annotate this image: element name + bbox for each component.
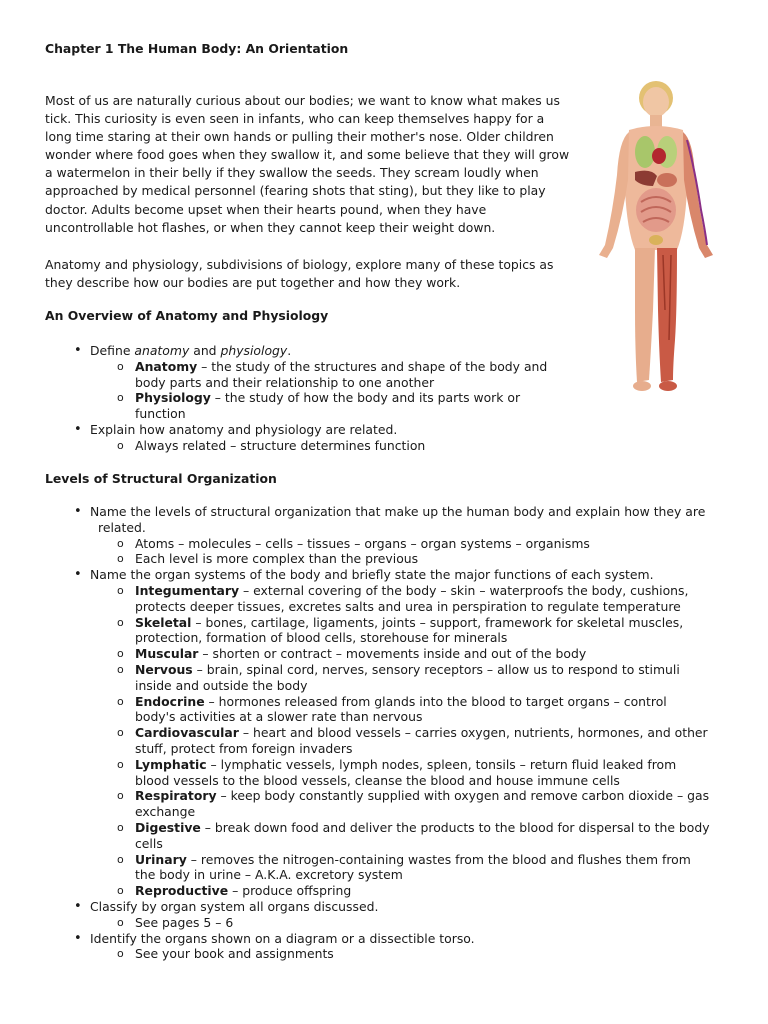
- intro-line: wonder where food goes when they swallow it, and some believe that they will grow: [45, 147, 570, 163]
- definition: – lymphatic vessels, lymph nodes, spleen, tonsils – return fluid leaked from: [206, 756, 677, 772]
- definition: blood vessels to the blood vessels, cleanse the blood and house immune cells: [135, 772, 620, 788]
- levels-heading: Levels of Structural Organization: [45, 471, 277, 486]
- anatomy-emphasis: anatomy: [134, 343, 190, 358]
- list-item: o Each level is more complex than the previous: [90, 551, 735, 567]
- list-item: [45, 504, 735, 567]
- list-item: o Atoms – molecules – cells – tissues – organs – organ systems – organisms: [90, 536, 735, 552]
- heart: [652, 148, 666, 164]
- intestines: [636, 188, 676, 232]
- definition: protects deeper tissues, excretes salts and urea in perspiration to regulate temperature: [135, 598, 681, 614]
- list-item: [45, 931, 735, 963]
- text: Define: [90, 343, 135, 358]
- left-leg-muscles: [657, 248, 677, 382]
- right-leg: [635, 248, 655, 382]
- levels-list: [45, 504, 735, 962]
- list-item: [45, 567, 735, 899]
- overview-list: [45, 343, 565, 454]
- definition: cells: [135, 835, 163, 851]
- lung: [635, 136, 655, 168]
- definition: – brain, spinal cord, nerves, sensory receptors – allow us to respond to stimuli: [192, 661, 680, 677]
- list-item: o Always related – structure determines function: [90, 438, 565, 454]
- text: and: [189, 343, 221, 358]
- definition: – heart and blood vessels – carries oxygen, nutrients, hormones, and other: [238, 725, 708, 741]
- intro-line: approached by medical personnel (fearing shots that sting), but they like to play: [45, 183, 546, 199]
- term: Digestive: [135, 819, 201, 835]
- term: Lymphatic: [135, 756, 207, 772]
- intro-line: long time staring at their own hands or pulling their mother's nose. Older children: [45, 129, 554, 145]
- sub-list: [90, 359, 565, 422]
- list-item: [45, 343, 565, 422]
- text: Classify by organ system all organs discussed.: [90, 898, 379, 914]
- term: Nervous: [135, 661, 193, 677]
- list-item: [90, 359, 565, 391]
- definition: – keep body constantly supplied with oxygen and remove carbon dioxide – gas: [216, 788, 710, 804]
- text: related.: [98, 519, 146, 535]
- paragraph-line: Anatomy and physiology, subdivisions of biology, explore many of these topics as: [45, 257, 554, 272]
- organ-system-nervous: [90, 662, 735, 694]
- definition: protection, formation of blood cells, storehouse for minerals: [135, 630, 508, 646]
- list-item: [45, 899, 735, 931]
- definition: exchange: [135, 804, 196, 820]
- paragraph-line: they describe how our bodies are put together and how they work.: [45, 275, 461, 291]
- organ-system-digestive: [90, 820, 735, 852]
- sub-list: [90, 946, 735, 962]
- text: .: [287, 343, 292, 358]
- definition: – produce offspring: [228, 883, 352, 899]
- definition: – bones, cartilage, ligaments, joints – support, framework for skeletal muscles,: [191, 614, 684, 630]
- definition: – break down food and deliver the products to the blood for dispersal to the body: [200, 819, 710, 835]
- left-foot: [659, 381, 677, 391]
- term: Physiology: [135, 390, 211, 406]
- organ-system-cardiovascular: [90, 725, 735, 757]
- term: Integumentary: [135, 582, 240, 598]
- definition: stuff, protect from foreign invaders: [135, 740, 353, 756]
- intro-line: uncontrollable hot flashes, or when they cannot keep their weight down.: [45, 219, 496, 235]
- term: Skeletal: [135, 614, 192, 630]
- organ-system-muscular: [90, 646, 735, 662]
- intro-line: Most of us are naturally curious about our bodies; we want to know what makes us: [45, 93, 560, 108]
- list-item: [45, 422, 565, 454]
- definition: body parts and their relationship to one another: [135, 374, 435, 390]
- organ-system-reproductive: [90, 883, 735, 899]
- text: Name the organ systems of the body and briefly state the major functions of each system.: [90, 567, 654, 583]
- term: Endocrine: [135, 693, 205, 709]
- definition: function: [135, 406, 186, 422]
- definition: – hormones released from glands into the blood to target organs – control: [204, 693, 667, 709]
- definition: – removes the nitrogen-containing wastes from the blood and flushes them from: [186, 851, 691, 867]
- physiology-emphasis: physiology: [220, 343, 288, 358]
- intro-line: tick. This curiosity is even seen in infants, who can keep themselves happy for a: [45, 111, 545, 127]
- term: Muscular: [135, 646, 199, 662]
- text: Name the levels of structural organization that make up the human body and explain how they are: [90, 504, 706, 519]
- text: Explain how anatomy and physiology are related.: [90, 421, 398, 437]
- list-item: [90, 390, 565, 422]
- right-foot: [633, 381, 651, 391]
- overview-heading: An Overview of Anatomy and Physiology: [45, 308, 329, 323]
- text: Identify the organs shown on a diagram or a dissectible torso.: [90, 930, 475, 946]
- definition: body's activities at a slower rate than nervous: [135, 709, 423, 725]
- organ-system-urinary: [90, 852, 735, 884]
- term: Respiratory: [135, 788, 217, 804]
- intro-line: doctor. Adults become upset when their hearts pound, when they have: [45, 201, 487, 217]
- term: Urinary: [135, 851, 187, 867]
- right-arm: [599, 132, 629, 258]
- head: [643, 87, 669, 117]
- bladder: [649, 235, 663, 245]
- organ-systems-list: [90, 583, 735, 899]
- list-item: o See your book and assignments: [90, 946, 735, 962]
- stomach: [657, 173, 677, 187]
- term: Anatomy: [135, 358, 198, 374]
- neck: [650, 115, 662, 127]
- organ-system-integumentary: [90, 583, 735, 615]
- second-paragraph: [45, 256, 595, 292]
- intro-line: a watermelon in their belly if they swallow the seeds. They scream loudly when: [45, 165, 539, 181]
- definition: – shorten or contract – movements inside and out of the body: [198, 646, 587, 662]
- sub-list: [90, 438, 565, 454]
- definition: inside and outside the body: [135, 677, 308, 693]
- sub-list: [90, 536, 735, 568]
- list-item: o See pages 5 – 6: [90, 915, 735, 931]
- organ-system-endocrine: [90, 694, 735, 726]
- term: Reproductive: [135, 883, 229, 899]
- intro-paragraph: [45, 92, 595, 237]
- chapter-title: Chapter 1 The Human Body: An Orientation: [45, 41, 349, 56]
- organ-system-respiratory: [90, 788, 735, 820]
- definition: – external covering of the body – skin – waterproofs the body, cushions,: [239, 582, 689, 598]
- human-body-anatomy-illustration: [595, 80, 717, 394]
- definition: – the study of how the body and its parts work or: [210, 390, 521, 406]
- sub-list: [90, 915, 735, 931]
- term: Cardiovascular: [135, 725, 239, 741]
- definition: – the study of the structures and shape of the body and: [197, 358, 548, 374]
- definition: the body in urine – A.K.A. excretory system: [135, 867, 403, 883]
- organ-system-skeletal: [90, 615, 735, 647]
- organ-system-lymphatic: [90, 757, 735, 789]
